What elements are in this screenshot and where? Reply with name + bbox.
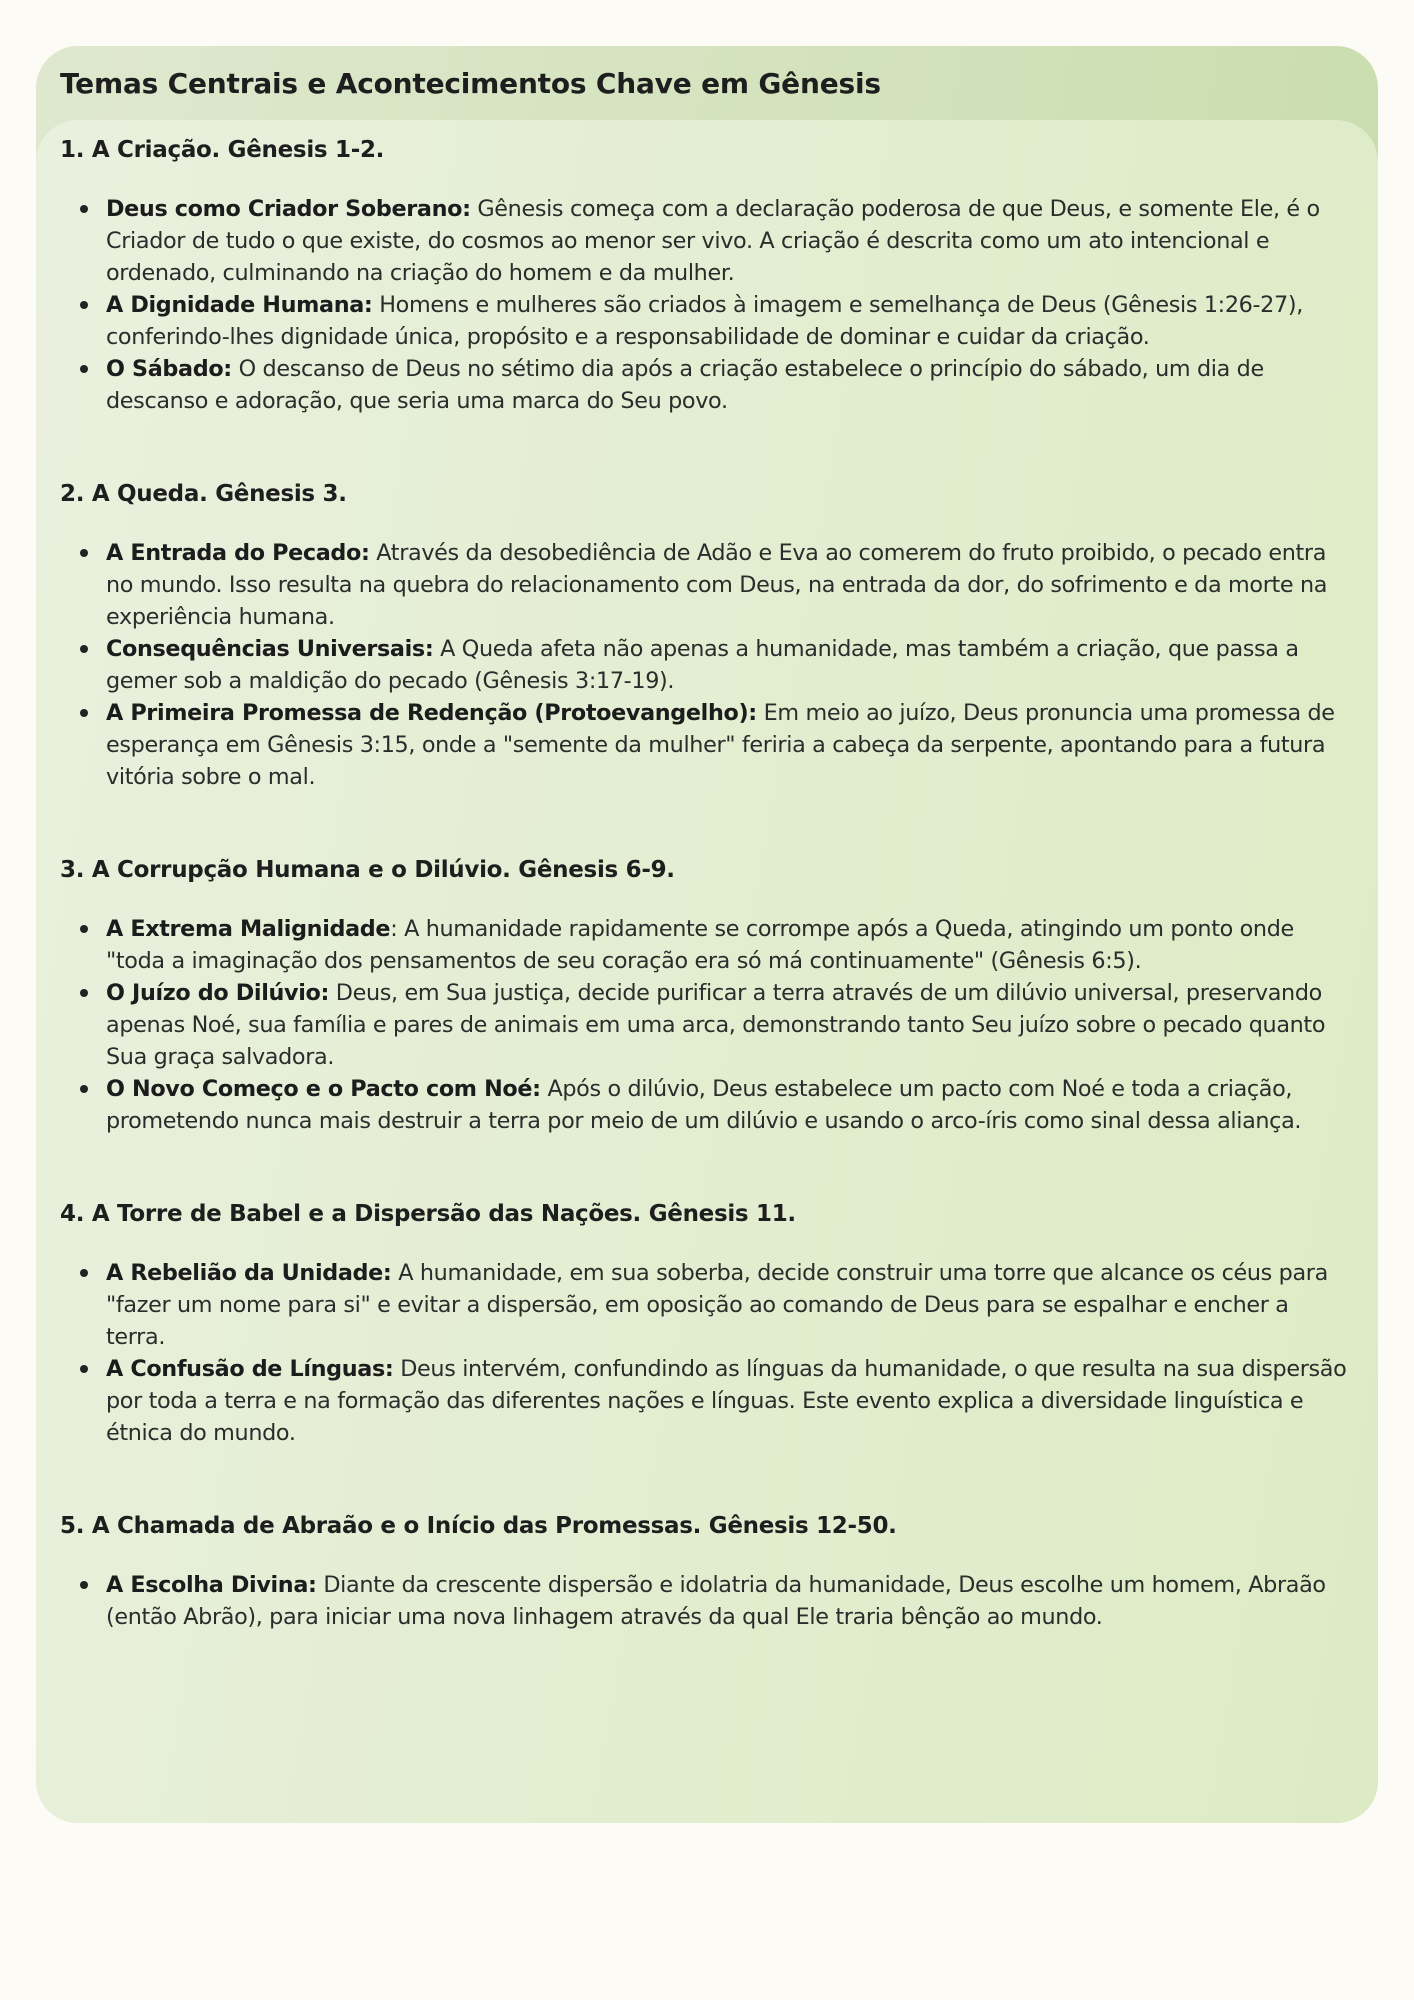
item-text: Após o dilúvio, Deus estabelece um pacto com Noé e toda a criação, prometendo nunca mais destruir a terra por meio de um dilúvio e usando o arco-íris como sinal dessa aliança. xyxy=(106,1076,1302,1134)
list-item xyxy=(60,1353,1352,1449)
item-term: A Primeira Promessa de Redenção (Protoevangelho): xyxy=(106,700,757,726)
section-heading: 3. A Corrupção Humana e o Dilúvio. Gênesis 6-9. xyxy=(60,857,675,883)
section-flood xyxy=(60,854,1352,1137)
item-term: Consequências Universais: xyxy=(106,636,434,662)
list-item xyxy=(60,537,1352,633)
item-term: A Extrema Malignidade xyxy=(106,916,391,942)
item-text: Deus intervém, confundindo as línguas da humanidade, o que resulta na sua dispersão por toda a terra e na formação das diferentes nações e línguas. Este evento explica a diversidade linguística e étnica do mundo. xyxy=(106,1356,1347,1446)
item-term: Deus como Criador Soberano: xyxy=(106,196,471,222)
section-fall xyxy=(60,478,1352,793)
section-heading: 2. A Queda. Gênesis 3. xyxy=(60,481,347,507)
item-text: Gênesis começa com a declaração poderosa de que Deus, e somente Ele, é o Criador de tudo o que existe, do cosmos ao menor ser vivo. A criação é descrita como um ato intencional e ordenado, culminando na criação do homem e da mulher. xyxy=(106,196,1320,286)
item-term: O Sábado: xyxy=(106,356,232,382)
bullet-icon xyxy=(80,1269,88,1277)
section-abraham xyxy=(60,1510,1352,1633)
item-term: A Confusão de Línguas: xyxy=(106,1356,394,1382)
item-term: A Entrada do Pecado: xyxy=(106,540,370,566)
list-item xyxy=(60,633,1352,697)
bullet-icon xyxy=(80,1085,88,1093)
bullet-list xyxy=(60,1257,1352,1449)
bullet-list xyxy=(60,537,1352,793)
bullet-icon xyxy=(80,365,88,373)
item-term: O Novo Começo e o Pacto com Noé: xyxy=(106,1076,541,1102)
section-heading: 5. A Chamada de Abraão e o Início das Promessas. Gênesis 12-50. xyxy=(60,1513,897,1539)
bullet-icon xyxy=(80,1365,88,1373)
item-term: A Escolha Divina: xyxy=(106,1572,317,1598)
item-text: Homens e mulheres são criados à imagem e semelhança de Deus (Gênesis 1:26-27), conferindo-lhes dignidade única, propósito e a responsabilidade de dominar e cuidar da criação. xyxy=(106,292,1303,350)
item-text: O descanso de Deus no sétimo dia após a criação estabelece o princípio do sábado, um dia de descanso e adoração, que seria uma marca do Seu povo. xyxy=(106,356,1264,414)
section-heading: 1. A Criação. Gênesis 1-2. xyxy=(60,137,385,163)
item-term: A Dignidade Humana: xyxy=(106,292,373,318)
bullet-list xyxy=(60,913,1352,1137)
card-header xyxy=(36,46,1378,120)
list-item xyxy=(60,289,1352,353)
list-item xyxy=(60,913,1352,977)
item-text: Diante da crescente dispersão e idolatria da humanidade, Deus escolhe um homem, Abraão (então Abrão), para iniciar uma nova linhagem através da qual Ele traria bênção ao mundo. xyxy=(106,1572,1326,1630)
bullet-list xyxy=(60,1569,1352,1633)
section-babel xyxy=(60,1198,1352,1449)
bullet-icon xyxy=(80,301,88,309)
item-term: A Rebelião da Unidade: xyxy=(106,1260,392,1286)
section-creation xyxy=(60,134,1352,417)
list-item xyxy=(60,1257,1352,1353)
list-item xyxy=(60,193,1352,289)
bullet-icon xyxy=(80,709,88,717)
bullet-icon xyxy=(80,925,88,933)
item-text: : A humanidade rapidamente se corrompe após a Queda, atingindo um ponto onde "toda a imaginação dos pensamentos de seu coração era só má continuamente" (Gênesis 6:5). xyxy=(106,916,1294,974)
bullet-icon xyxy=(80,549,88,557)
card-body xyxy=(36,120,1378,1823)
item-text: Deus, em Sua justiça, decide purificar a terra através de um dilúvio universal, preservando apenas Noé, sua família e pares de animais em uma arca, demonstrando tanto Seu juízo sobre o pecado quanto Sua graça salvadora. xyxy=(106,980,1326,1070)
list-item xyxy=(60,977,1352,1073)
bullet-icon xyxy=(80,205,88,213)
list-item xyxy=(60,697,1352,793)
item-text: Através da desobediência de Adão e Eva ao comerem do fruto proibido, o pecado entra no mundo. Isso resulta na quebra do relacionamento com Deus, na entrada da dor, do sofrimento e da morte na experiência humana. xyxy=(106,540,1328,630)
bullet-list xyxy=(60,193,1352,417)
content-card xyxy=(36,46,1378,1823)
item-text: A humanidade, em sua soberba, decide construir uma torre que alcance os céus para "fazer um nome para si" e evitar a dispersão, em oposição ao comando de Deus para se espalhar e encher a terra. xyxy=(106,1260,1328,1350)
list-item xyxy=(60,353,1352,417)
bullet-icon xyxy=(80,989,88,997)
section-heading: 4. A Torre de Babel e a Dispersão das Nações. Gênesis 11. xyxy=(60,1201,796,1227)
item-text: Em meio ao juízo, Deus pronuncia uma promessa de esperança em Gênesis 3:15, onde a "semente da mulher" feriria a cabeça da serpente, apontando para a futura vitória sobre o mal. xyxy=(106,700,1335,790)
list-item xyxy=(60,1569,1352,1633)
list-item xyxy=(60,1073,1352,1137)
bullet-icon xyxy=(80,1581,88,1589)
page-title: Temas Centrais e Acontecimentos Chave em Gênesis xyxy=(60,66,881,100)
bullet-icon xyxy=(80,645,88,653)
item-term: O Juízo do Dilúvio: xyxy=(106,980,330,1006)
item-text: A Queda afeta não apenas a humanidade, mas também a criação, que passa a gemer sob a maldição do pecado (Gênesis 3:17-19). xyxy=(106,636,1299,694)
